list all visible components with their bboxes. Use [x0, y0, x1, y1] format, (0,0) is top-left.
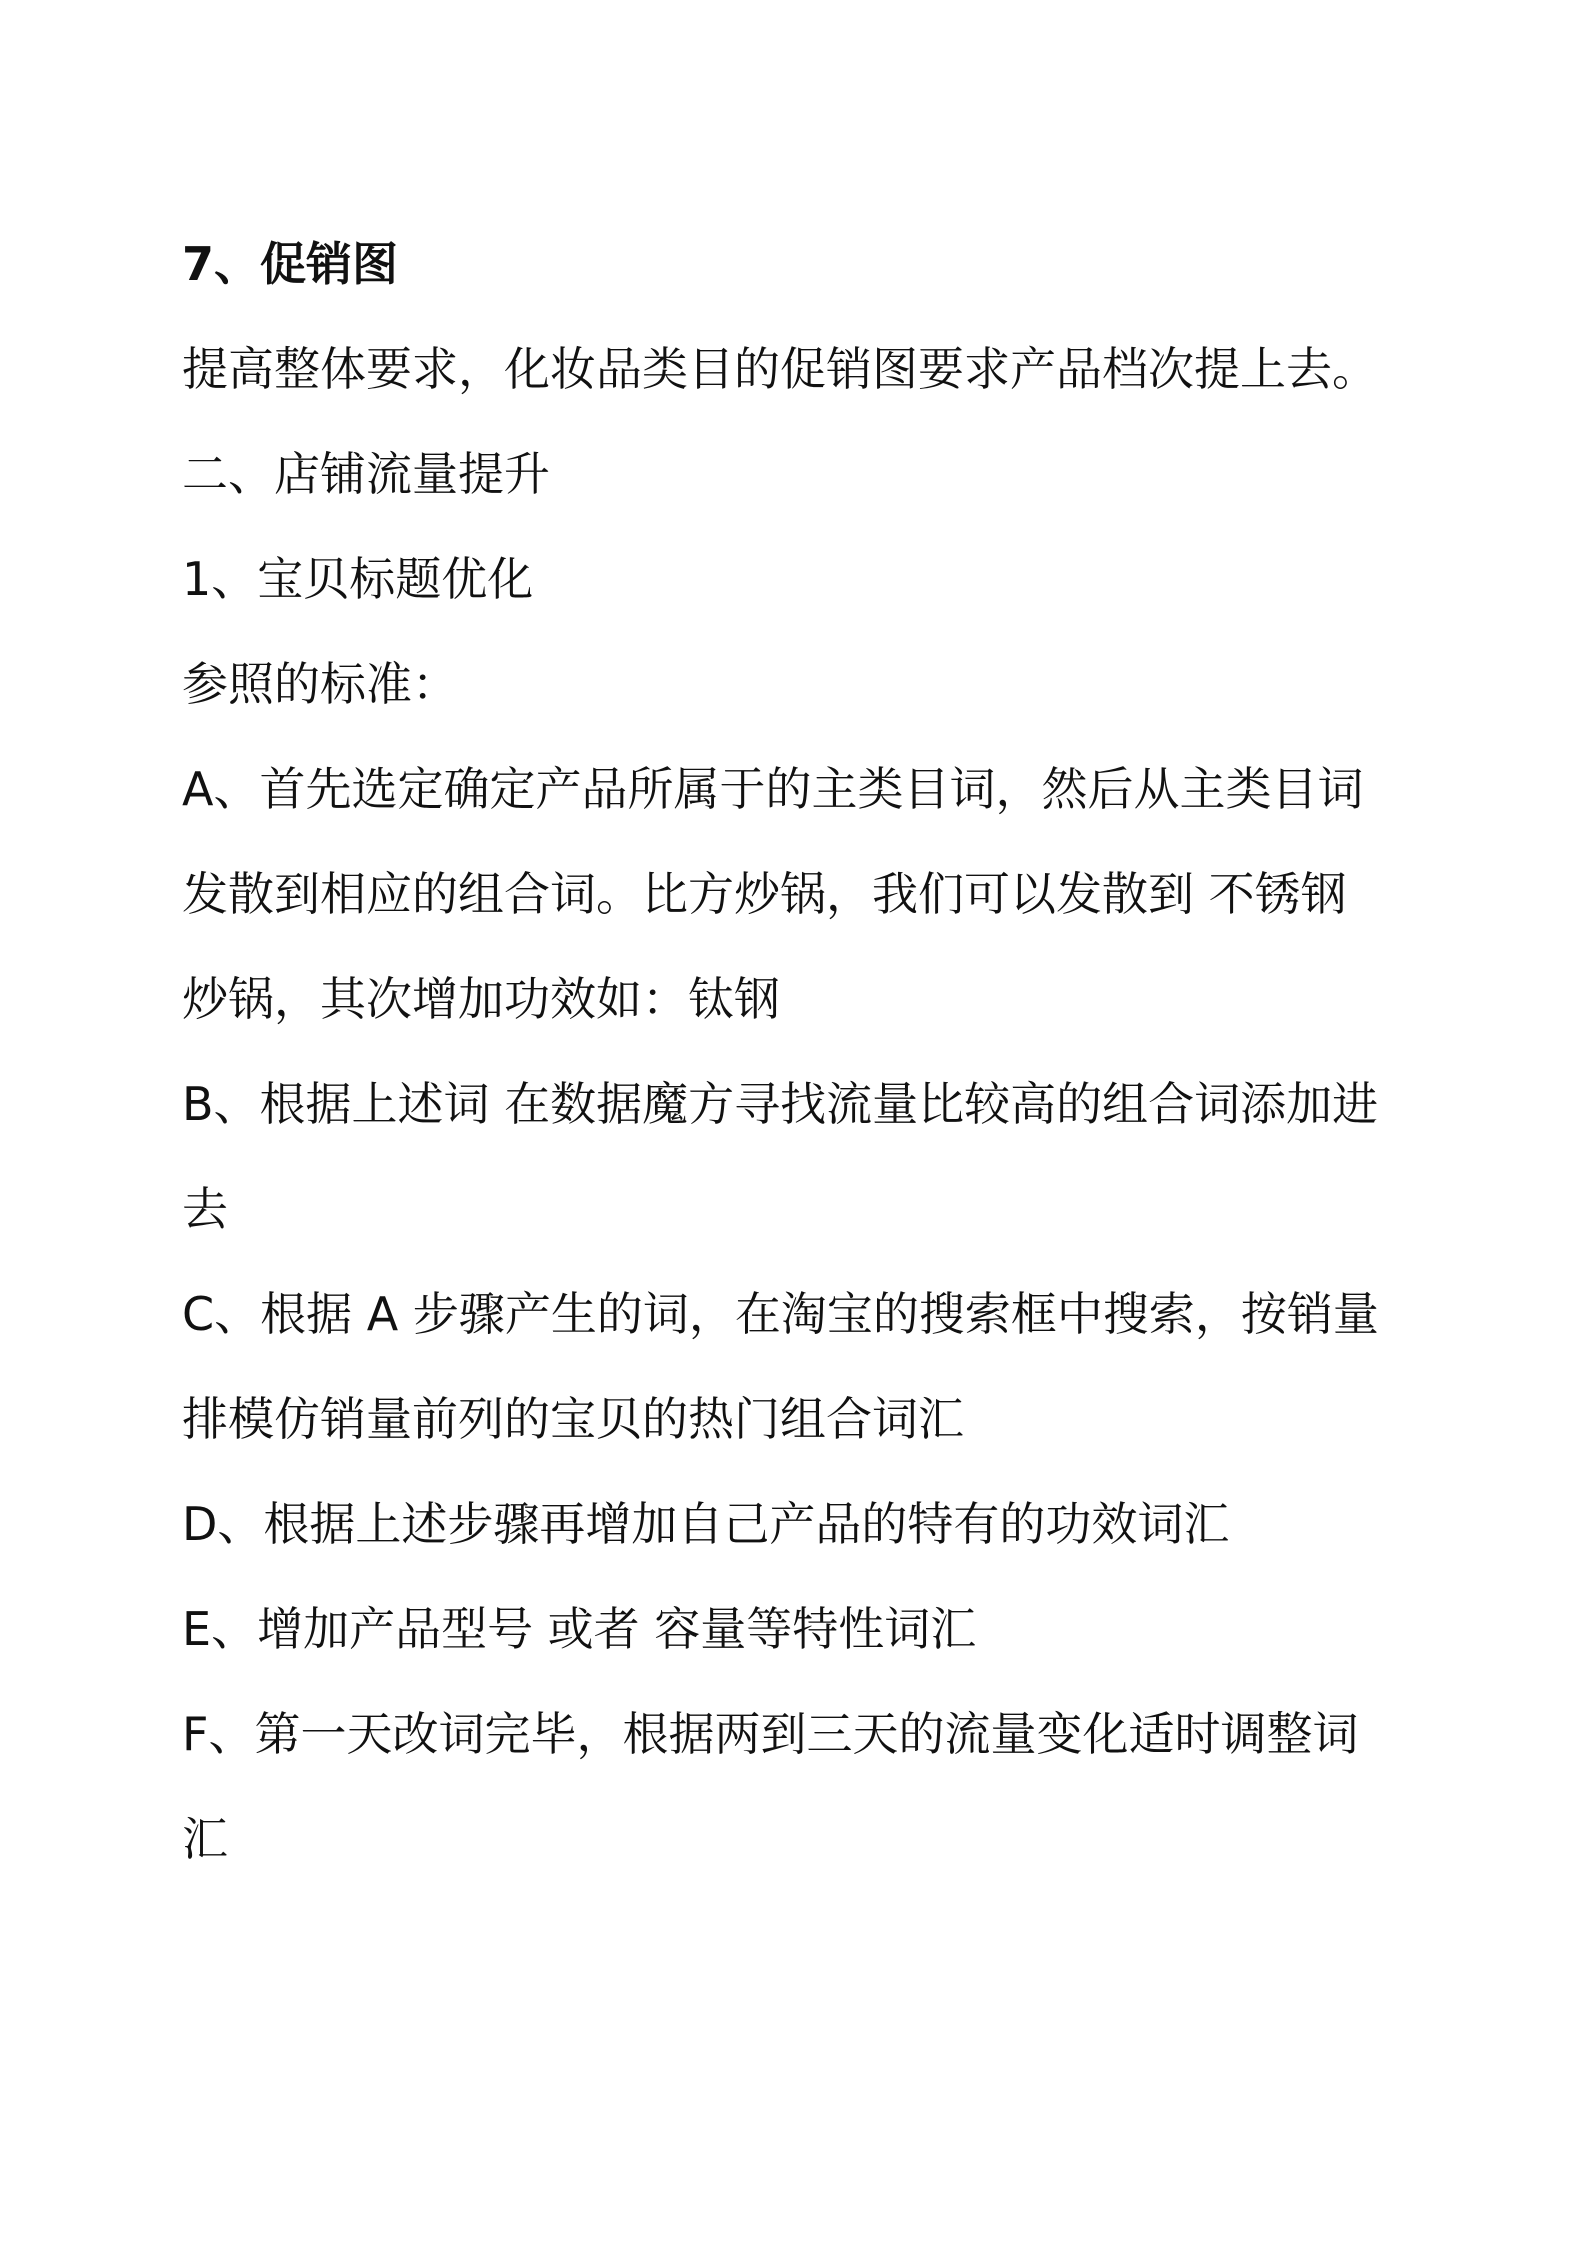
list-item-a-cont: 炒锅，其次增加功效如：钛钢 — [182, 972, 780, 1026]
list-item-a: A、首先选定确定产品所属于的主类目词，然后从主类目词 — [182, 762, 1364, 816]
paragraph-line: 参照的标准： — [182, 657, 458, 711]
list-item-f: F、第一天改词完毕，根据两到三天的流量变化适时调整词 — [182, 1707, 1359, 1761]
list-item-b-cont: 去 — [182, 1182, 228, 1236]
paragraph-line: 提高整体要求，化妆品类目的促销图要求产品档次提上去。 — [182, 342, 1378, 396]
list-item-c: C、根据 A 步骤产生的词，在淘宝的搜索框中搜索，按销量 — [182, 1287, 1379, 1341]
document-body — [182, 212, 1422, 1892]
list-item-a-cont: 发散到相应的组合词。比方炒锅，我们可以发散到 不锈钢 — [182, 867, 1347, 921]
item-heading: 1、宝贝标题优化 — [182, 552, 534, 606]
subsection-heading: 二、店铺流量提升 — [182, 447, 550, 501]
list-item-e: E、增加产品型号 或者 容量等特性词汇 — [182, 1602, 977, 1656]
list-item-d: D、根据上述步骤再增加自己产品的特有的功效词汇 — [182, 1497, 1230, 1551]
list-item-f-cont: 汇 — [182, 1812, 228, 1866]
list-item-b: B、根据上述词 在数据魔方寻找流量比较高的组合词添加进 — [182, 1077, 1379, 1131]
section-heading: 7、促销图 — [182, 237, 399, 291]
list-item-c-cont: 排模仿销量前列的宝贝的热门组合词汇 — [182, 1392, 964, 1446]
